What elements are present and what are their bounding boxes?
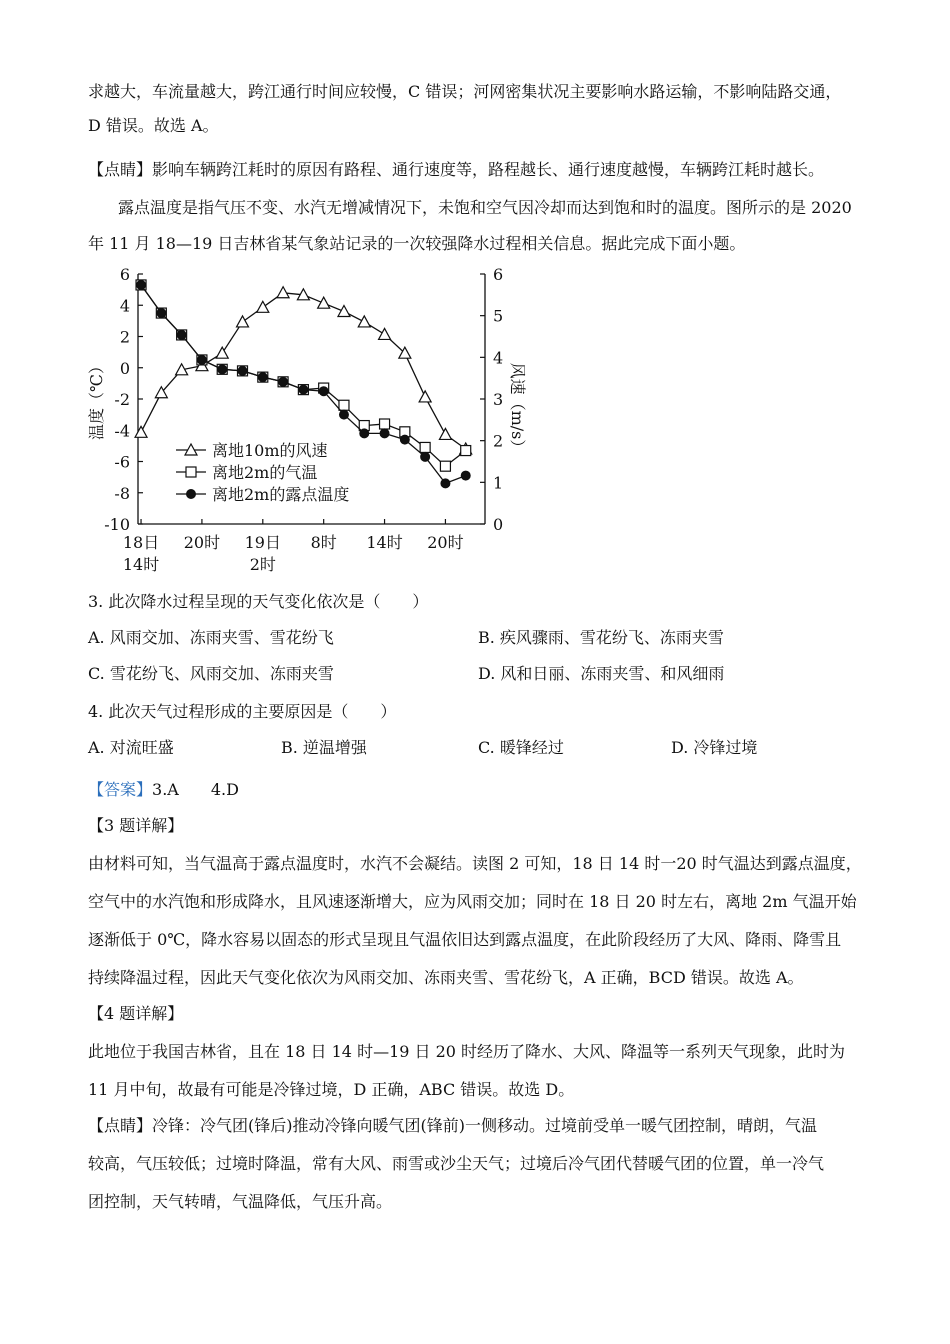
x-tick-label: 20时 — [427, 533, 464, 552]
x-tick-label-line2: 2时 — [249, 555, 276, 574]
dianjing-line: 团控制，天气转晴，气温降低，气压升高。 — [88, 1192, 393, 1211]
answer-tag: 【答案】 — [88, 780, 153, 799]
explain-4-line: 11 月中旬，故最有可能是冷锋过境，D 正确，ABC 错误。故选 D。 — [88, 1080, 575, 1099]
series-point-triangle — [358, 316, 370, 327]
legend-label: 离地2m的露点温度 — [212, 485, 350, 504]
series-point-triangle — [216, 347, 228, 358]
series-line-triangle — [141, 293, 466, 449]
legend-marker-square — [186, 467, 196, 477]
intro-paragraph-cont: 年 11 月 18—19 日吉林省某气象站记录的一次较强降水过程相关信息。据此完成下面小题。 — [88, 234, 746, 253]
series-point-triangle — [257, 301, 269, 312]
y-left-tick-label: -10 — [104, 515, 130, 534]
series-point-square — [461, 446, 471, 456]
explain-3-line: 由材料可知，当气温高于露点温度时，水汽不会凝结。读图 2 可知，18 日 14 时一20 时气温达到露点温度， — [88, 854, 862, 873]
series-point-dot — [400, 435, 409, 444]
y-axis-left-title: 温度（℃） — [87, 358, 106, 440]
series-point-dot — [258, 373, 267, 382]
series-point-triangle — [419, 391, 431, 402]
series-point-dot — [157, 309, 166, 318]
legend-label: 离地2m的气温 — [212, 463, 318, 482]
series-point-dot — [421, 452, 430, 461]
series-point-dot — [197, 355, 206, 364]
y-left-tick-label: 0 — [119, 358, 130, 378]
series-point-square — [339, 400, 349, 410]
series-point-dot — [137, 280, 146, 289]
dianjing-line: 【点睛】冷锋：冷气团(锋后)推动冷锋向暖气团(锋前)一侧移动。过境前受单一暖气团控制，晴朗，气温 — [88, 1116, 817, 1135]
y-left-tick-label: -6 — [114, 452, 130, 472]
x-tick-label-line2: 14时 — [122, 555, 160, 574]
answer-line — [88, 778, 862, 802]
y-left-tick-label: -8 — [114, 483, 130, 503]
series-point-triangle — [237, 316, 249, 327]
explain-3-line: 逐渐低于 0℃，降水容易以固态的形式呈现且气温依旧达到露点温度，在此阶段经历了大风、降雨、降雪且 — [88, 930, 842, 949]
y-left-tick-label: 4 — [119, 296, 130, 316]
x-tick-label: 19日 — [244, 533, 281, 552]
y-right-tick-label: 1 — [493, 473, 504, 493]
series-point-dot — [238, 366, 247, 375]
series-point-square — [380, 419, 390, 429]
legend-label: 离地10m的风速 — [212, 441, 328, 460]
y-right-tick-label: 2 — [493, 431, 504, 451]
question-4: 4. 此次天气过程形成的主要原因是（ ） — [88, 702, 397, 721]
paragraph-line: D 错误。故选 A。 — [88, 116, 219, 135]
x-tick-label: 20时 — [183, 533, 221, 552]
q3-option-d: D. 风和日丽、冻雨夹雪、和风细雨 — [478, 664, 725, 683]
paragraph-line: 求越大，车流量越大，跨江通行时间应较慢，C 错误；河网密集状况主要影响水路运输，不影响陆路交通， — [88, 82, 842, 101]
dianjing-line: 较高，气压较低；过境时降温，常有大风、雨雪或沙尘天气；过境后冷气团代替暖气团的位置，单一冷气 — [88, 1154, 825, 1173]
x-tick-label: 14时 — [366, 533, 403, 552]
series-point-dot — [461, 471, 470, 480]
series-point-square — [440, 461, 450, 471]
q3-option-a: A. 风雨交加、冻雨夹雪、雪花纷飞 — [88, 628, 334, 647]
answer-text: 3.A 4.D — [152, 780, 239, 799]
y-right-tick-label: 5 — [493, 306, 504, 326]
y-axis-right-title: 风速（m/s） — [508, 362, 527, 456]
series-point-triangle — [135, 426, 147, 437]
intro-paragraph: 露点温度是指气压不变、水汽无增减情况下，未饱和空气因冷却而达到饱和时的温度。图所示的是 2020 — [118, 198, 852, 217]
series-point-triangle — [318, 297, 330, 308]
q4-option-d: D. 冷锋过境 — [671, 738, 758, 757]
x-tick-label: 8时 — [310, 533, 337, 552]
series-point-dot — [339, 410, 348, 419]
explain-4-line: 此地位于我国吉林省，且在 18 日 14 时—19 日 20 时经历了降水、大风、降温等一系列天气现象，此时为 — [88, 1042, 846, 1061]
q4-option-c: C. 暖锋经过 — [478, 738, 564, 757]
series-point-dot — [360, 429, 369, 438]
q3-option-b: B. 疾风骤雨、雪花纷飞、冻雨夹雪 — [478, 628, 724, 647]
explain-3-title: 【3 题详解】 — [88, 816, 184, 835]
y-right-tick-label: 4 — [493, 348, 504, 368]
q3-option-c: C. 雪花纷飞、风雨交加、冻雨夹雪 — [88, 664, 334, 683]
series-point-triangle — [277, 287, 289, 298]
question-3: 3. 此次降水过程呈现的天气变化依次是（ ） — [88, 592, 429, 611]
explain-3-line: 空气中的水汽饱和形成降水，且风速逐渐增大，应为风雨交加；同时在 18 日 20 时左右，离地 2m 气温开始 — [88, 892, 857, 911]
weather-chart — [80, 262, 527, 578]
series-point-dot — [441, 479, 450, 488]
y-left-tick-label: 2 — [119, 327, 130, 347]
series-point-square — [420, 442, 430, 452]
y-right-tick-label: 3 — [493, 390, 504, 409]
explain-4-title: 【4 题详解】 — [88, 1004, 184, 1023]
series-line-square — [141, 285, 466, 466]
series-point-dot — [380, 429, 389, 438]
y-left-tick-label: -4 — [114, 421, 130, 441]
y-left-tick-label: -2 — [114, 390, 130, 409]
series-point-dot — [177, 330, 186, 339]
q4-option-a: A. 对流旺盛 — [88, 738, 174, 757]
series-point-dot — [319, 387, 328, 396]
x-tick-label: 18日 — [122, 533, 160, 552]
y-right-tick-label: 0 — [493, 515, 504, 534]
dianjing-note: 【点睛】影响车辆跨江耗时的原因有路程、通行速度等，路程越长、通行速度越慢，车辆跨江耗时越长。 — [88, 160, 825, 179]
series-point-triangle — [379, 328, 391, 339]
series-point-dot — [218, 365, 227, 374]
legend-marker-dot — [187, 490, 196, 499]
series-point-triangle — [338, 306, 350, 317]
series-point-triangle — [439, 428, 451, 439]
explain-3-line: 持续降温过程，因此天气变化依次为风雨交加、冻雨夹雪、雪花纷飞，A 正确，BCD 错误。故选 A。 — [88, 968, 804, 987]
y-right-tick-label: 6 — [493, 265, 504, 284]
series-point-dot — [279, 377, 288, 386]
y-left-tick-label: 6 — [119, 265, 130, 284]
q4-option-b: B. 逆温增强 — [281, 738, 367, 757]
series-point-dot — [299, 385, 308, 394]
